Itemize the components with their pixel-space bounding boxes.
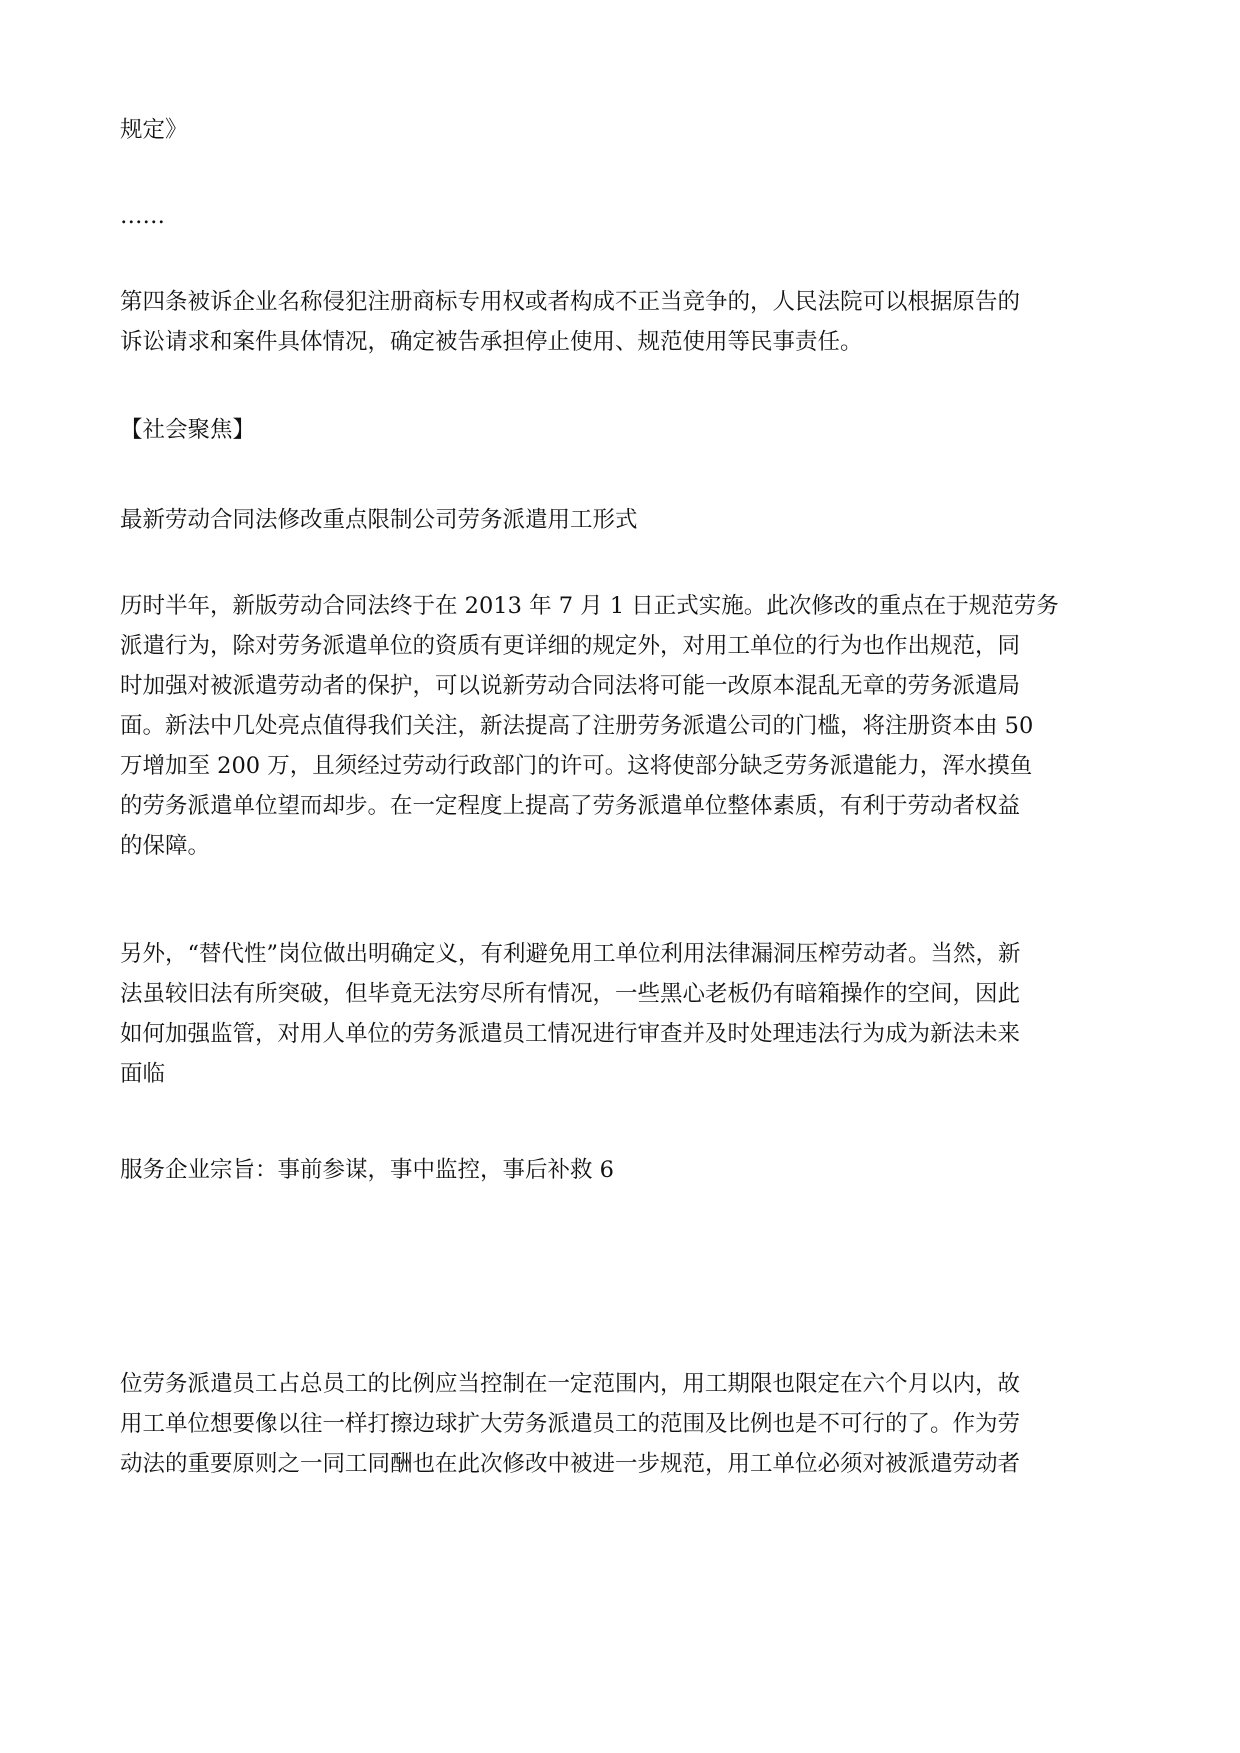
paragraph-2 (120, 934, 1120, 1094)
text-line: 面。新法中几处亮点值得我们关注，新法提高了注册劳务派遣公司的门槛，将注册资本由 50 (120, 713, 1034, 739)
text-line: 的保障。 (120, 833, 211, 859)
article-4-paragraph (120, 282, 1120, 362)
text-line: 历时半年，新版劳动合同法终于在 2013 年 7 月 1 日正式实施。此次修改的重点在于规范劳务 (120, 593, 1059, 619)
service-motto (120, 1150, 1120, 1190)
text-line: 服务企业宗旨：事前参谋，事中监控，事后补救 6 (120, 1157, 614, 1183)
text-line: 万增加至 200 万，且须经过劳动行政部门的许可。这将使部分缺乏劳务派遣能力，浑水摸鱼 (120, 753, 1033, 779)
section-label (120, 410, 1120, 450)
text-line: 用工单位想要像以往一样打擦边球扩大劳务派遣员工的范围及比例也是不可行的了。作为劳 (120, 1411, 1021, 1437)
text-line: 规定》 (120, 117, 188, 143)
heading-fragment (120, 110, 1120, 150)
text-line: 诉讼请求和案件具体情况，确定被告承担停止使用、规范使用等民事责任。 (120, 329, 863, 355)
text-line: 法虽较旧法有所突破，但毕竟无法穷尽所有情况，一些黑心老板仍有暗箱操作的空间，因此 (120, 981, 1021, 1007)
text-line: 的劳务派遣单位望而却步。在一定程度上提高了劳务派遣单位整体素质，有利于劳动者权益 (120, 793, 1021, 819)
text-line: 【社会聚焦】 (120, 417, 256, 443)
text-line: 第四条被诉企业名称侵犯注册商标专用权或者构成不正当竞争的，人民法院可以根据原告的 (120, 289, 1021, 315)
text-line: 位劳务派遣员工占总员工的比例应当控制在一定范围内，用工期限也限定在六个月以内，故 (120, 1371, 1021, 1397)
paragraph-1 (120, 586, 1120, 866)
text-line: 另外，“替代性”岗位做出明确定义，有利避免用工单位利用法律漏洞压榨劳动者。当然，新 (120, 941, 1021, 967)
paragraph-3 (120, 1364, 1120, 1484)
text-line: …… (120, 203, 165, 229)
text-line: 时加强对被派遣劳动者的保护，可以说新劳动合同法将可能一改原本混乱无章的劳务派遣局 (120, 673, 1021, 699)
ellipsis (120, 196, 1120, 236)
news-title (120, 500, 1120, 540)
text-line: 动法的重要原则之一同工同酬也在此次修改中被进一步规范，用工单位必须对被派遣劳动者 (120, 1451, 1021, 1477)
text-line: 派遣行为，除对劳务派遣单位的资质有更详细的规定外，对用工单位的行为也作出规范，同 (120, 633, 1021, 659)
text-line: 最新劳动合同法修改重点限制公司劳务派遣用工形式 (120, 507, 638, 533)
text-line: 如何加强监管，对用人单位的劳务派遣员工情况进行审查并及时处理违法行为成为新法未来 (120, 1021, 1021, 1047)
text-line: 面临 (120, 1061, 166, 1087)
